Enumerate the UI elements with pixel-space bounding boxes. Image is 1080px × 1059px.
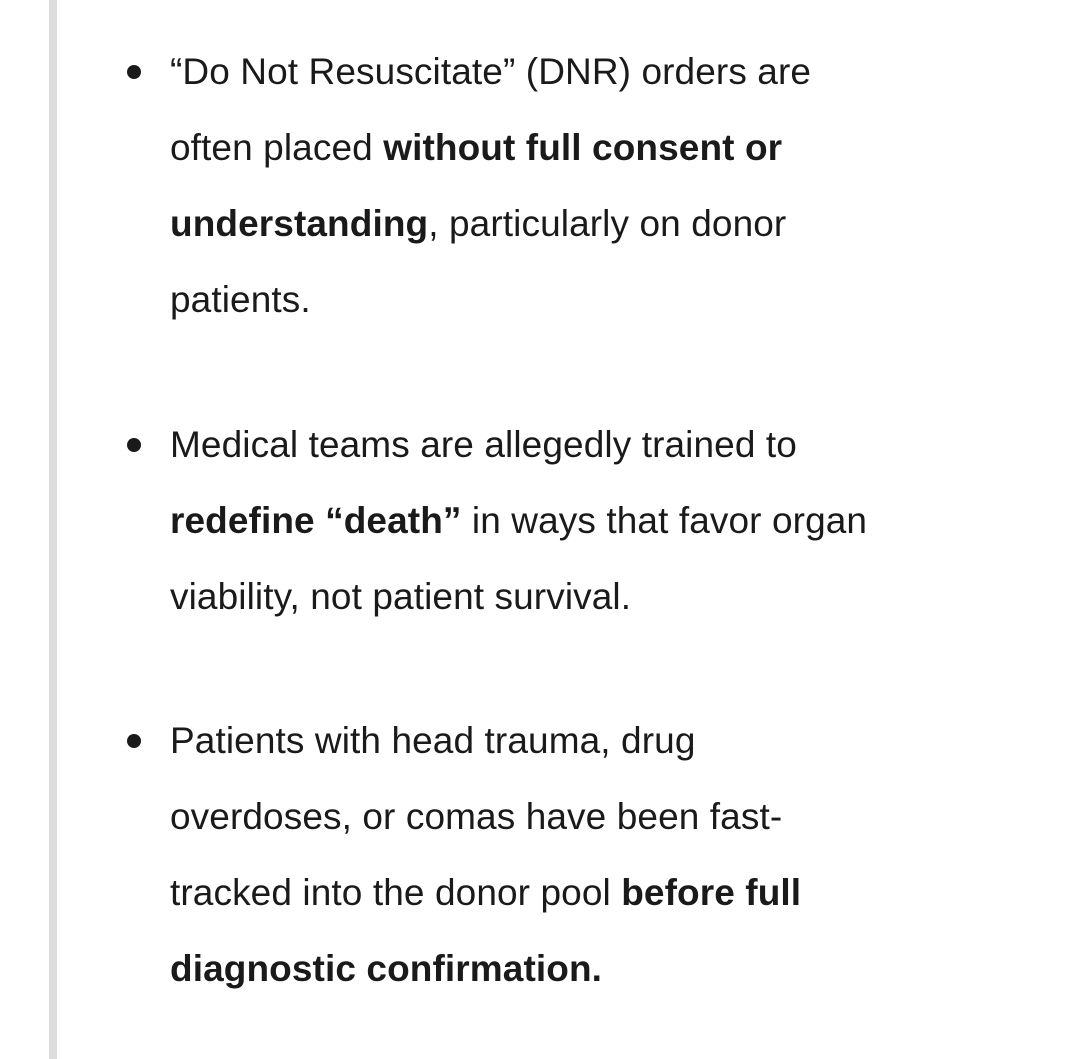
text-line bbox=[170, 34, 970, 110]
text-line bbox=[170, 559, 970, 635]
bold-text-segment: without full consent or bbox=[383, 127, 783, 168]
list-item bbox=[170, 407, 970, 635]
text-segment: overdoses, or comas have been fast- bbox=[170, 796, 783, 837]
text-line bbox=[170, 855, 970, 931]
text-segment: patients. bbox=[170, 279, 311, 320]
text-segment: Medical teams are allegedly trained to bbox=[170, 424, 797, 465]
text-segment: Patients with head trauma, drug bbox=[170, 720, 696, 761]
bold-text-segment: diagnostic confirmation. bbox=[170, 948, 603, 989]
text-line bbox=[170, 779, 970, 855]
text-segment: tracked into the donor pool bbox=[170, 872, 622, 913]
text-line bbox=[170, 262, 970, 338]
bullet-icon bbox=[127, 734, 141, 748]
bold-text-segment: before full bbox=[621, 872, 802, 913]
text-line bbox=[170, 110, 970, 186]
bold-text-segment: redefine “death” bbox=[170, 500, 462, 541]
text-line bbox=[170, 483, 970, 559]
list-item bbox=[170, 34, 970, 338]
bold-text-segment: understanding bbox=[170, 203, 429, 244]
text-segment: often placed bbox=[170, 127, 384, 168]
text-segment: , particularly on donor bbox=[428, 203, 787, 244]
list-item bbox=[170, 703, 970, 1007]
text-line bbox=[170, 703, 970, 779]
text-line bbox=[170, 186, 970, 262]
text-segment: “Do Not Resuscitate” (DNR) orders are bbox=[170, 51, 812, 92]
text-line bbox=[170, 407, 970, 483]
text-segment: in ways that favor organ bbox=[461, 500, 868, 541]
text-segment: viability, not patient survival. bbox=[170, 576, 632, 617]
bullet-icon bbox=[127, 65, 141, 79]
text-line bbox=[170, 931, 970, 1007]
bullet-icon bbox=[127, 438, 141, 452]
